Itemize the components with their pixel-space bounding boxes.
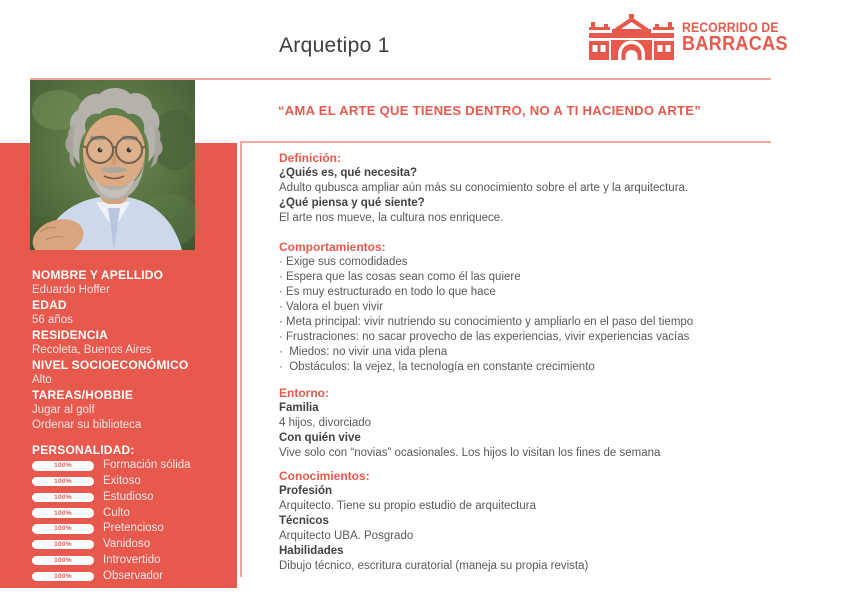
trait-progress-bar [32,524,94,534]
trait-label: Observador [103,569,164,582]
bullet-item: · Es muy estructurado en todo lo que hace [279,286,496,298]
entorno-vive-value: Vive solo con “novias” ocasionales. Los hijos lo visitan los fines de semana [279,447,661,459]
page-title: Arquetipo 1 [279,34,390,57]
section-title: Conocimientos: [279,469,370,483]
section-title: Entorno: [279,386,329,400]
conocimientos-habilidades-value: Dibujo técnico, escritura curatorial (maneja su propia revista) [279,560,589,572]
trait-percent: 100% [54,509,72,517]
section-conocimientos [279,469,819,574]
trait-percent: 100% [54,478,72,486]
field-value-edad: 56 años [32,314,73,326]
entorno-familia-value: 4 hijos, divorciado [279,417,372,429]
logo-text [682,20,788,54]
trait-progress-bar [32,493,94,503]
trait-row [32,508,232,518]
bullet-item: · Exige sus comodidades [279,256,408,268]
definicion-answer-2: El arte nos mueve, la cultura nos enriquece. [279,212,504,224]
persona-photo [30,80,195,250]
conocimientos-habilidades-label: Habilidades [279,545,344,557]
bullet-item: · Frustraciones: no sacar provecho de las experiencias, vivir experiencias vacías [279,331,690,343]
field-value-tareas-1: Jugar al golf [32,404,95,416]
field-value-tareas-2: Ordenar su biblioteca [32,419,142,431]
logo [589,14,800,60]
trait-row [32,569,232,582]
section-comportamientos [279,240,819,375]
conocimientos-tecnicos-value: Arquitecto UBA. Posgrado [279,530,414,542]
logo-text-line2: BARRACAS [682,33,788,55]
field-label-tareas: TAREAS/HOBBIE [32,388,134,402]
content-top-divider [240,141,771,143]
elderly-man-portrait-illustration [30,80,195,250]
persona-quote: “AMA EL ARTE QUE TIENES DENTRO, NO A TI HACIENDO ARTE” [278,103,702,118]
bullet-item: · Meta principal: vivir nutriendo su conocimiento y ampliarlo en el paso del tiempo [279,316,694,328]
trait-percent: 100% [54,525,72,533]
trait-label: Introvertido [103,554,161,567]
field-value-nivel: Alto [32,374,52,386]
bullet-item: · Miedos: no vivir una vida plena [279,346,448,358]
entorno-familia-label: Familia [279,402,319,414]
definicion-question-2: ¿Qué piensa y qué siente? [279,197,425,209]
field-value-residencia: Recoleta, Buenos Aires [32,344,152,356]
conocimientos-profesion-value: Arquitecto. Tiene su propio estudio de arquitectura [279,500,536,512]
trait-label: Culto [103,506,130,519]
field-label-nombre: NOMBRE Y APELLIDO [32,268,164,282]
section-definicion [279,151,819,226]
conocimientos-tecnicos-label: Técnicos [279,515,329,527]
conocimientos-profesion-label: Profesión [279,485,333,497]
trait-label: Vanidoso [103,538,151,551]
section-entorno [279,386,819,461]
content-left-divider [240,141,242,577]
trait-progress-bar [32,461,94,471]
trait-label: Pretencioso [103,522,164,535]
trait-percent: 100% [54,462,72,470]
persona-fields [32,268,232,433]
personality-title: PERSONALIDAD: [32,443,135,457]
trait-label: Formación sólida [103,459,191,472]
field-label-residencia: RESIDENCIA [32,328,109,342]
field-value-nombre: Eduardo Hoffer [32,284,110,296]
definicion-question-1: ¿Quiés es, qué necesita? [279,167,418,179]
trait-row [32,540,232,550]
trait-progress-bar [32,540,94,550]
trait-percent: 100% [54,541,72,549]
logo-text-line1: RECORRIDO DE [682,20,779,35]
section-title: Comportamientos: [279,240,386,254]
trait-row [32,490,232,503]
trait-percent: 100% [54,557,72,565]
section-title: Definición: [279,151,341,165]
trait-progress-bar [32,556,94,566]
trait-progress-bar [32,572,94,582]
personality-block [32,443,232,587]
trait-label: Exitoso [103,475,141,488]
trait-row [32,556,232,566]
field-label-edad: EDAD [32,298,67,312]
definicion-answer-1: Adulto qubusca ampliar aún más su conocimiento sobre el arte y la arquitectura. [279,182,689,194]
barracas-station-icon [589,14,674,60]
trait-label: Estudioso [103,490,154,503]
bullet-item: · Valora el buen vivir [279,301,383,313]
trait-percent: 100% [54,572,72,580]
entorno-vive-label: Con quién vive [279,432,361,444]
trait-percent: 100% [54,493,72,501]
trait-row [32,461,232,471]
trait-row [32,477,232,487]
trait-row [32,524,232,534]
trait-progress-bar [32,508,94,518]
bullet-item: · Obstáculos: la vejez, la tecnología en constante crecimiento [279,361,595,373]
bullet-item: · Espera que las cosas sean como él las quiere [279,271,521,283]
field-label-nivel: NIVEL SOCIOECONÓMICO [32,358,189,372]
trait-progress-bar [32,477,94,487]
